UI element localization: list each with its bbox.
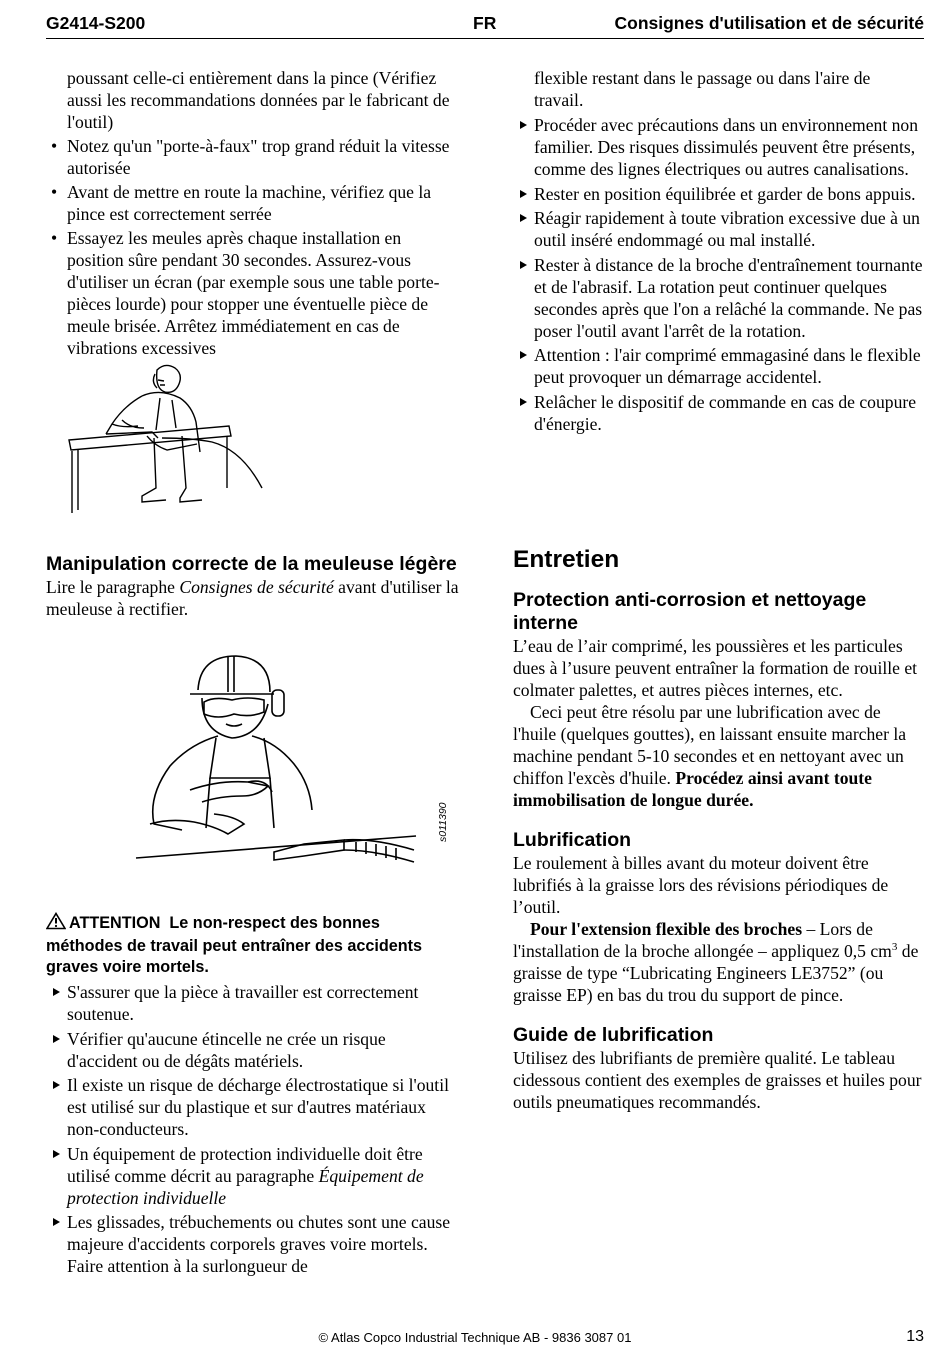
warning-section: [46, 912, 460, 1280]
list-item: Un équipement de protection individuelle doit être utilisé comme décrit au paragraphe Équipement de protection individuelle: [46, 1143, 460, 1209]
maintenance-title: Entretien: [513, 546, 620, 573]
list-item: Réagir rapidement à toute vibration excessive due à un outil inséré endommagé ou mal installé.: [513, 207, 924, 251]
figure-id: s011390: [437, 802, 449, 842]
list-item: Rester en position équilibrée et garder de bons appuis.: [513, 183, 924, 205]
lubrication-guide-paragraph: Utilisez des lubrifiants de première qualité. Le tableau cidessous contient des exemples de graisses et huiles pour outils pneumatiques recommandés.: [513, 1048, 922, 1112]
header-model: G2414-S200: [46, 13, 146, 33]
list-item: Attention : l'air comprimé emmagasiné dans le flexible peut provoquer un démarrage accidentel.: [513, 344, 924, 388]
warning-triangle-icon: [46, 912, 66, 936]
list-item: Procéder avec précautions dans un environnement non familier. Des risques dissimulés peuvent être présents, comme des lignes électriques ou autres canalisations.: [513, 114, 924, 180]
lubrication-paragraph-1: Le roulement à billes avant du moteur doivent être lubrifiés à la graisse lors des révisions périodiques de l’outil.: [513, 853, 889, 917]
header-title: Consignes d'utilisation et de sécurité: [614, 13, 924, 33]
worker-at-table-illustration: [62, 358, 272, 516]
handling-heading: Manipulation correcte de la meuleuse légère: [46, 553, 457, 575]
list-item: Les glissades, trébuchements ou chutes sont une cause majeure d'accidents corporels graves voire mortels. Faire attention à la surlongueur de: [46, 1211, 460, 1277]
lubrication-guide-heading: Guide de lubrification: [513, 1024, 714, 1046]
bullet-list: [46, 135, 460, 359]
list-item: Relâcher le dispositif de commande en cas de coupure d'énergie.: [513, 391, 924, 435]
warning-list: [46, 981, 460, 1277]
continuation-text: poussant celle-ci entièrement dans la pince (Vérifiez aussi les recommandations données par le fabricant de l'outil): [67, 68, 450, 132]
handling-intro: Lire le paragraphe Consignes de sécurité avant d'utiliser la meuleuse à rectifier.: [46, 577, 459, 619]
safety-list: [513, 114, 924, 435]
corrosion-paragraph-2: Ceci peut être résolu par une lubrification avec de l'huile (quelques gouttes), en laissant ensuite marcher la machine pendant 5-10 secondes et en nettoyant avec un chiffon l'excès d'huile. Procédez ainsi avant toute immobilisation de longue durée.: [513, 702, 907, 810]
lubrication-paragraph-2: Pour l'extension flexible des broches – Lors de l'installation de la broche allongée – appliquez 0,5 $cm^3$ de graisse de type “Lubricating Engineers LE3752” (ou graisse EP) en bas du trou du support de pince.: [513, 919, 919, 1005]
left-top-section: [46, 67, 460, 361]
continuation-text: flexible restant dans le passage ou dans l'aire de travail.: [534, 68, 871, 110]
list-item: • Essayez les meules après chaque installation en position sûre pendant 30 secondes. Assurez-vous d'utiliser un écran (par exemple sous une table porte-pièces lourde) pour stopper une éventuelle pièce de meule brisée. Arrêtez immédiatement en cas de vibrations excessives: [46, 227, 460, 359]
worker-with-grinder-illustration: [130, 652, 430, 892]
header-language: FR: [473, 13, 497, 33]
list-item: Il existe un risque de décharge électrostatique si l'outil est utilisé sur du plastique et sur d'autres matériaux non-conducteurs.: [46, 1074, 460, 1140]
list-item: Rester à distance de la broche d'entraînement tournante et de l'abrasif. La rotation peut continuer quelques secondes après que l'on a relâché la commande. Ne pas poser l'outil avant l'arrêt de la rotation.: [513, 254, 924, 342]
right-top-section: [513, 67, 924, 437]
lubrication-heading: Lubrification: [513, 829, 632, 851]
page-number: 13: [906, 1328, 924, 1345]
page-header: [46, 10, 924, 39]
corrosion-heading: Protection anti-corrosion et nettoyage interne: [513, 589, 867, 634]
warning-text: ATTENTION Le non-respect des bonnes méthodes de travail peut entraîner des accidents graves voire mortels.: [46, 914, 423, 976]
list-item: S'assurer que la pièce à travailler est correctement soutenue.: [46, 981, 460, 1025]
footer-copyright: © Atlas Copco Industrial Technique AB - 9836 3087 01: [318, 1330, 632, 1345]
maintenance-section: [513, 546, 924, 1113]
list-item: Vérifier qu'aucune étincelle ne crée un risque d'accident ou de dégâts matériels.: [46, 1028, 460, 1072]
handling-section: [46, 553, 460, 620]
list-item: • Avant de mettre en route la machine, vérifiez que la pince est correctement serrée: [46, 181, 460, 225]
corrosion-paragraph-1: L’eau de l’air comprimé, les poussières et les particules dues à l’usure peuvent entraîner la formation de rouille et colmater palettes, et autres pièces internes, etc.: [513, 636, 918, 700]
list-item: • Notez qu'un "porte-à-faux" trop grand réduit la vitesse autorisée: [46, 135, 460, 179]
